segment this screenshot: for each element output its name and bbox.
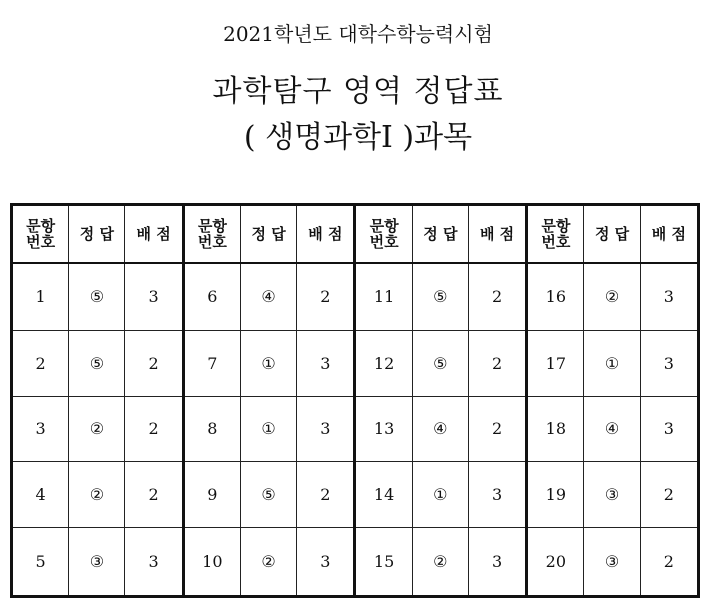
answer-cell: ⑤ <box>69 330 125 396</box>
question-number: 6 <box>183 263 240 330</box>
table-row <box>12 330 699 396</box>
header-number-label: 문항 번호 <box>541 217 571 251</box>
exam-title: 2021학년도 대학수학능력시험 <box>223 22 493 46</box>
answer-table <box>10 203 700 598</box>
points-cell: 2 <box>297 462 355 528</box>
question-number: 11 <box>355 263 412 330</box>
answer-cell: ⑤ <box>240 462 296 528</box>
header-number <box>12 205 69 264</box>
answer-cell: ⑤ <box>412 263 468 330</box>
answer-cell: ⑤ <box>412 330 468 396</box>
points-cell: 2 <box>297 263 355 330</box>
question-number: 3 <box>12 396 69 462</box>
header-number <box>527 205 584 264</box>
table-row <box>12 263 699 330</box>
points-cell: 3 <box>468 527 526 596</box>
question-number: 1 <box>12 263 69 330</box>
question-number: 9 <box>183 462 240 528</box>
header-row <box>12 205 699 264</box>
question-number: 12 <box>355 330 412 396</box>
points-cell: 3 <box>640 263 698 330</box>
answer-cell: ① <box>412 462 468 528</box>
answer-cell: ② <box>69 462 125 528</box>
answer-cell: ② <box>240 527 296 596</box>
question-number: 17 <box>527 330 584 396</box>
points-cell: 3 <box>125 263 183 330</box>
points-cell: 3 <box>640 330 698 396</box>
points-cell: 2 <box>468 396 526 462</box>
answer-cell: ① <box>584 330 640 396</box>
answer-cell: ① <box>240 330 296 396</box>
header-answer: 정 답 <box>69 205 125 264</box>
header-answer: 정 답 <box>240 205 296 264</box>
question-number: 10 <box>183 527 240 596</box>
points-cell: 2 <box>125 396 183 462</box>
points-cell: 2 <box>640 527 698 596</box>
header-points: 배 점 <box>297 205 355 264</box>
header-points: 배 점 <box>640 205 698 264</box>
points-cell: 3 <box>297 330 355 396</box>
answer-cell: ③ <box>584 462 640 528</box>
header-number <box>183 205 240 264</box>
question-number: 16 <box>527 263 584 330</box>
points-cell: 2 <box>125 462 183 528</box>
header-answer: 정 답 <box>412 205 468 264</box>
table-row <box>12 396 699 462</box>
answer-cell: ④ <box>240 263 296 330</box>
question-number: 2 <box>12 330 69 396</box>
points-cell: 3 <box>297 396 355 462</box>
answer-cell: ② <box>584 263 640 330</box>
header-number-label: 문항 번호 <box>197 217 227 251</box>
header-number-label: 문항 번호 <box>26 217 56 251</box>
points-cell: 3 <box>125 527 183 596</box>
question-number: 4 <box>12 462 69 528</box>
header-points: 배 점 <box>125 205 183 264</box>
answer-cell: ② <box>412 527 468 596</box>
question-number: 18 <box>527 396 584 462</box>
points-cell: 3 <box>297 527 355 596</box>
subject-title: ( 생명과학Ⅰ )과목 <box>243 120 473 155</box>
points-cell: 2 <box>468 263 526 330</box>
points-cell: 2 <box>640 462 698 528</box>
points-cell: 2 <box>468 330 526 396</box>
header-number-label: 문항 번호 <box>369 217 399 251</box>
answer-cell: ④ <box>584 396 640 462</box>
points-cell: 3 <box>640 396 698 462</box>
header-points: 배 점 <box>468 205 526 264</box>
header-answer: 정 답 <box>584 205 640 264</box>
question-number: 19 <box>527 462 584 528</box>
question-number: 13 <box>355 396 412 462</box>
question-number: 20 <box>527 527 584 596</box>
points-cell: 3 <box>468 462 526 528</box>
question-number: 7 <box>183 330 240 396</box>
answer-rows <box>12 263 699 597</box>
header-number <box>355 205 412 264</box>
answer-cell: ③ <box>69 527 125 596</box>
answer-cell: ④ <box>412 396 468 462</box>
answer-cell: ⑤ <box>69 263 125 330</box>
table-row <box>12 527 699 596</box>
question-number: 8 <box>183 396 240 462</box>
table-row <box>12 462 699 528</box>
question-number: 15 <box>355 527 412 596</box>
points-cell: 2 <box>125 330 183 396</box>
main-title: 과학탐구 영역 정답표 <box>212 74 504 109</box>
answer-cell: ② <box>69 396 125 462</box>
answer-cell: ③ <box>584 527 640 596</box>
question-number: 5 <box>12 527 69 596</box>
question-number: 14 <box>355 462 412 528</box>
answer-cell: ① <box>240 396 296 462</box>
